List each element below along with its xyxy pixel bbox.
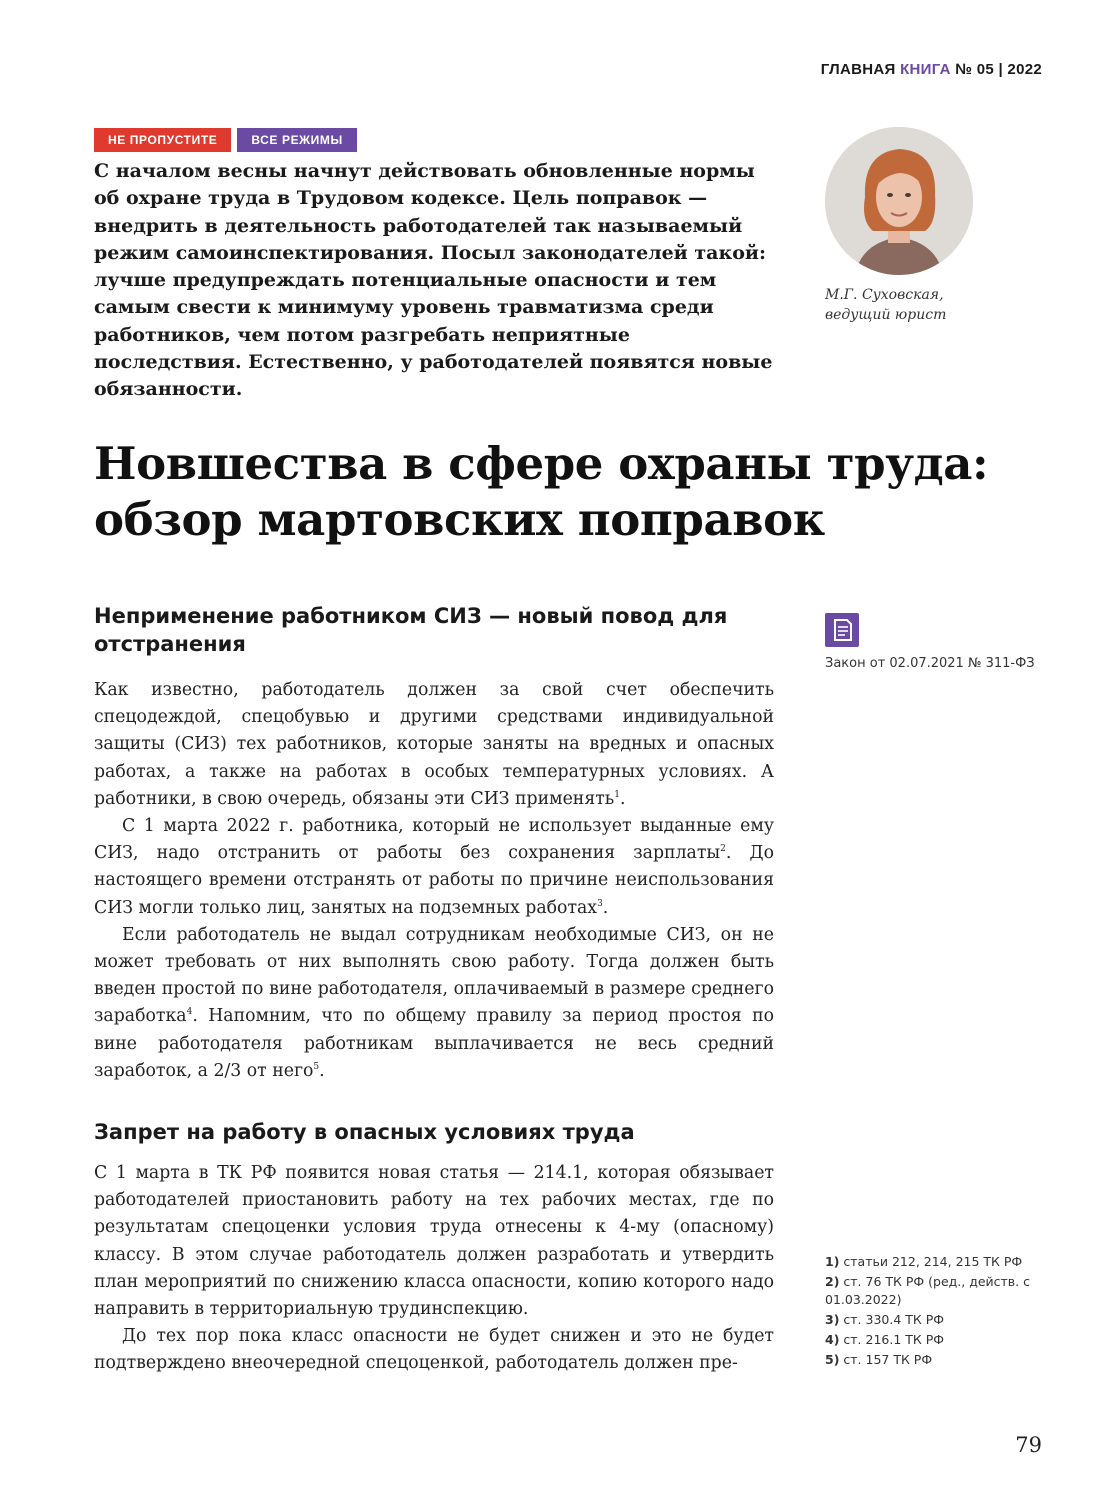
footnote-number: 2) (825, 1274, 840, 1289)
footnote-number: 1) (825, 1254, 840, 1269)
law-reference: Закон от 02.07.2021 № 311-ФЗ (825, 656, 1035, 671)
article-title-line1: Новшества в сфере охраны труда: (94, 437, 989, 490)
footnote-ref[interactable]: 2 (720, 844, 726, 855)
footnote-number: 5) (825, 1352, 840, 1367)
paragraph-text: Если работодатель не выдал сотрудникам необходимые СИЗ, он не может требовать от них выполнять свою работу. Тогда должен быть введен простой по вине работодателя, оплачиваемый в размере среднего заработка (94, 924, 774, 1027)
tag-all-regimes[interactable]: ВСЕ РЕЖИМЫ (237, 128, 356, 152)
author-portrait-image (825, 127, 973, 275)
article-title (94, 436, 1054, 548)
footnote-item (825, 1351, 1035, 1369)
page-number: 79 (1015, 1433, 1042, 1457)
masthead-main: ГЛАВНАЯ (820, 61, 901, 78)
paragraph-text: . До настоящего времени отстранять от работы по причине неиспользования СИЗ могли только лиц, занятых на подземных работах (94, 843, 774, 918)
tag-dont-miss[interactable]: НЕ ПРОПУСТИТЕ (94, 128, 231, 152)
masthead-issue: № 05 | 2022 (950, 61, 1042, 78)
section1-paragraph (94, 922, 774, 1085)
section1-paragraph (94, 677, 774, 813)
document-icon (825, 613, 859, 647)
paragraph-end: . (602, 897, 609, 918)
section1-body (94, 677, 774, 1085)
footnote-number: 3) (825, 1312, 840, 1327)
footnote-item (825, 1331, 1035, 1349)
document-icon-glyph (825, 613, 859, 647)
section2-title: Запрет на работу в опасных условиях труда (94, 1120, 635, 1144)
section1-paragraph (94, 813, 774, 922)
footnote-text: статьи 212, 214, 215 ТК РФ (839, 1254, 1023, 1269)
author-photo (825, 127, 973, 275)
footnote-text: ст. 76 ТК РФ (ред., действ. с 01.03.2022) (825, 1274, 1030, 1307)
masthead (821, 61, 1042, 78)
author-name: М.Г. Суховская, (825, 287, 944, 303)
footnotes (825, 1253, 1035, 1371)
paragraph-text: . Напомним, что по общему правилу за период простоя по вине работодателя работникам выплачивается не весь средний заработок, а 2/3 от него (94, 1006, 774, 1081)
footnote-ref[interactable]: 5 (313, 1062, 320, 1073)
footnote-text: ст. 157 ТК РФ (839, 1352, 933, 1367)
section1-title: Неприменение работником СИЗ — новый повод для отстранения (94, 604, 728, 656)
section2-body (94, 1160, 774, 1378)
article-title-line2: обзор мартовских поправок (94, 493, 825, 546)
footnote-text: ст. 330.4 ТК РФ (839, 1312, 945, 1327)
author-role: ведущий юрист (825, 307, 947, 323)
masthead-accent: КНИГА (900, 61, 951, 78)
author-caption (825, 285, 946, 325)
paragraph-end: . (319, 1060, 325, 1081)
footnote-item (825, 1253, 1035, 1271)
paragraph-text: Как известно, работодатель должен за свой счет обеспечить спецодеждой, спецобувью и другими средствами индивидуальной защиты (СИЗ) тех работников, которые заняты на вредных и опасных работах, а также на работах в особых температурных условиях. А работники, в свою очередь, обязаны эти СИЗ применять (94, 680, 774, 809)
footnote-ref[interactable]: 3 (597, 898, 603, 909)
footnote-ref[interactable]: 1 (614, 790, 620, 801)
section2-paragraph: До тех пор пока класс опасности не будет снижен и это не будет подтверждено внеочередной спецоценкой, работодатель должен пре- (94, 1326, 774, 1374)
paragraph-end: . (619, 788, 626, 809)
footnote-text: ст. 216.1 ТК РФ (839, 1332, 945, 1347)
paragraph-text: С 1 марта 2022 г. работника, который не использует выданные ему СИЗ, надо отстранить от работы без сохранения зарплаты (94, 816, 774, 864)
tag-row (94, 128, 357, 152)
footnote-number: 4) (825, 1332, 840, 1347)
section2-paragraph: С 1 марта в ТК РФ появится новая статья — 214.1, которая обязывает работодателей приостановить работу на тех рабочих местах, где по результатам спецоценки условия труда отнесены к 4-му (опасному) классу. В этом случае работодатель должен разработать и утвердить план мероприятий по снижению класса опасности, копию которого надо направить в территориальную трудинспекцию. (94, 1163, 774, 1320)
lead-paragraph: С началом весны начнут действовать обновленные нормы об охране труда в Трудовом кодексе. Цель поправок — внедрить в деятельность работодателей так называемый режим самоинспектирования. Посыл законодателей такой: лучше предупреждать потенциальные опасности и тем самым свести к минимуму уровень травматизма среди работников, чем потом разгребать неприятные последствия. Естественно, у работодателей появятся новые обязанности. (94, 160, 773, 401)
footnote-item (825, 1273, 1035, 1309)
footnote-ref[interactable]: 4 (186, 1007, 193, 1018)
footnote-item (825, 1311, 1035, 1329)
